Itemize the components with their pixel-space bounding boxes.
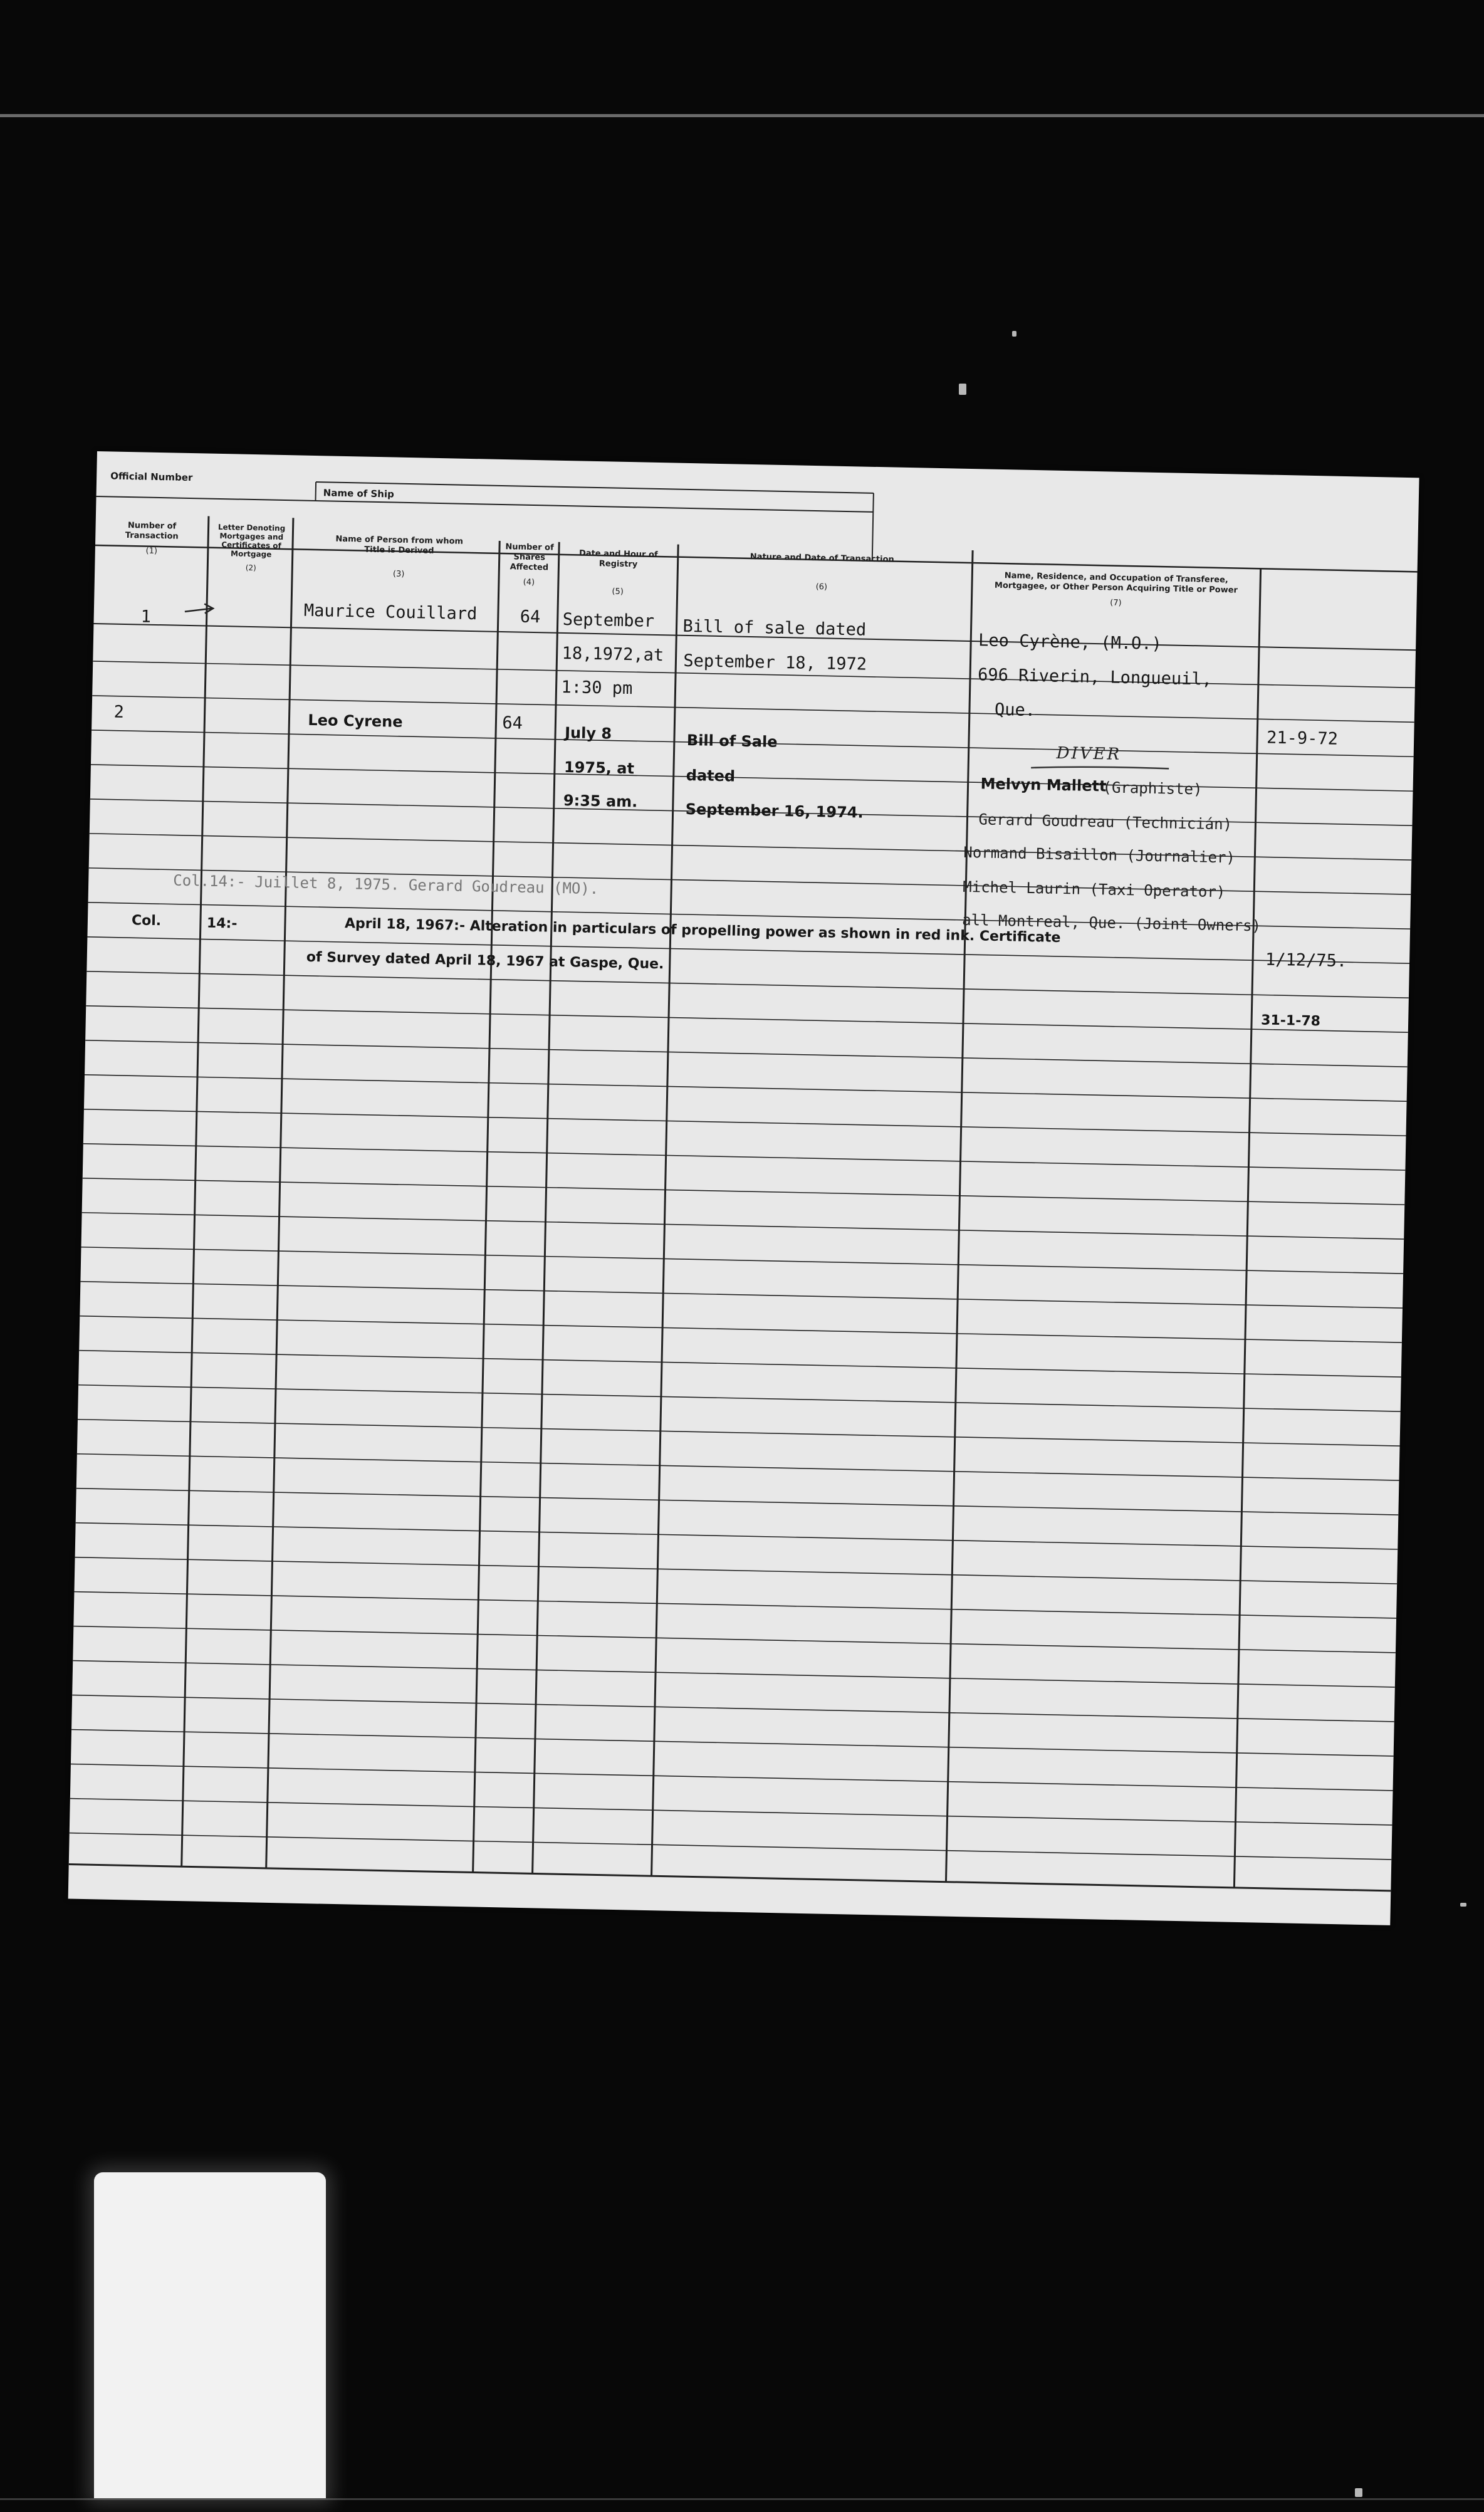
entry-2-nature-line: dated <box>686 766 736 785</box>
entry-2-nature-line: September 16, 1974. <box>685 800 864 822</box>
entry-1-transferee-line: Leo Cyrène, (M.O.) <box>978 631 1163 654</box>
official-number-label: Official Number <box>110 470 193 484</box>
column-number: (3) <box>392 569 405 579</box>
entry-1-margin-date: 21-9-72 <box>1266 728 1339 749</box>
column-title: Name of Person from whom Title is Derived <box>335 534 464 556</box>
entry-2-transferee-line: all Montreal, Que. (Joint Owners) <box>961 911 1262 935</box>
film-speck <box>1460 1903 1466 1907</box>
column-number: (4) <box>523 577 535 588</box>
note-col-label: Col. <box>131 913 162 929</box>
entry-2-transferee-name: Melvyn Mallett <box>980 775 1107 795</box>
column-title: Date and Hour of Registry <box>578 548 658 570</box>
entry-1-number: 1 <box>140 607 152 627</box>
light-glare <box>94 2172 326 2498</box>
alteration-note-line-1: April 18, 1967:- Alteration in particulars of propelling power as shown in red ink. Certificate <box>344 916 1061 946</box>
column-title: Letter Denoting Mortgages and Certificates of Mortgage <box>217 522 286 559</box>
entry-2-from: Leo Cyrene <box>308 711 403 731</box>
entry-2-shares: 64 <box>502 713 523 733</box>
entry-2-number: 2 <box>113 702 125 722</box>
column-header-1 <box>102 520 202 557</box>
column-title: Number of Transaction <box>125 521 179 542</box>
entry-2-transferee-occupation: (Graphiste) <box>1102 778 1203 798</box>
note-margin-date: 31-1-78 <box>1260 1012 1321 1030</box>
film-edge-line-top <box>0 114 1484 117</box>
film-speck <box>1355 2488 1362 2497</box>
film-edge-line-bottom <box>0 2498 1484 2500</box>
column-header-6 <box>746 552 897 594</box>
note-col-number: 14:- <box>206 915 238 932</box>
entry-2-registry-line: July 8 <box>564 724 612 743</box>
entry-2-registry-line: 1975, at <box>563 758 635 778</box>
column-header-4 <box>502 542 556 589</box>
name-of-ship-label: Name of Ship <box>323 487 395 500</box>
column-header-7 <box>990 571 1241 611</box>
column-header-3 <box>333 535 465 581</box>
entry-1-registry-line: 18,1972,at <box>562 643 664 666</box>
column-number: (6) <box>815 582 828 592</box>
entry-2-transferee-line: Gerard Goudreau (Technicián) <box>978 810 1233 834</box>
entry-1-nature-line: September 18, 1972 <box>683 651 867 674</box>
column-title: Nature and Date of Transaction <box>750 552 894 565</box>
alteration-note-line-2: of Survey dated April 18, 1967 at Gaspe, Que. <box>306 949 664 973</box>
column-header-2 <box>214 523 289 573</box>
film-speck <box>959 384 966 395</box>
entry-2-transferee-line: Michel Laurin (Taxi Operator) <box>963 877 1226 901</box>
entry-1-transferee-line: Que. <box>994 699 1036 721</box>
column-number: (1) <box>145 546 158 556</box>
entry-1-transferee-line: 696 Riverin, Longueuil, <box>977 665 1213 689</box>
entry-1-from: Maurice Couillard <box>303 600 478 624</box>
entry-1-nature-line: Bill of sale dated <box>682 616 867 640</box>
column-number: (2) <box>245 563 256 573</box>
column-title: Number of Shares Affected <box>505 542 554 573</box>
entry-2-registry-line: 9:35 am. <box>563 792 638 811</box>
entry-2-nature-line: Bill of Sale <box>686 731 778 751</box>
entry-1-shares: 64 <box>520 607 541 627</box>
ship-registry-form <box>68 451 1419 1925</box>
entry-2-transferee-line: Normand Bisaillon (Journalier) <box>963 843 1236 867</box>
film-speck <box>1012 331 1016 337</box>
entry-1-registry-line: September <box>562 609 655 631</box>
entry-2-margin-date: 1/12/75. <box>1265 950 1347 971</box>
column-header-5 <box>571 548 666 598</box>
entry-1-handwritten-occupation: DIVER <box>1056 743 1122 764</box>
form-grid <box>68 451 1419 1925</box>
column-number: (7) <box>1110 598 1122 608</box>
column-number: (5) <box>612 587 624 597</box>
entry-1-registry-line: 1:30 pm <box>561 677 633 699</box>
faint-col14-note: Col.14:- Juillet 8, 1975. Gerard Goudreau (MO). <box>173 871 599 898</box>
column-title: Name, Residence, and Occupation of Transferee, Mortgagee, or Other Person Acquiring Title or Power <box>994 571 1238 595</box>
